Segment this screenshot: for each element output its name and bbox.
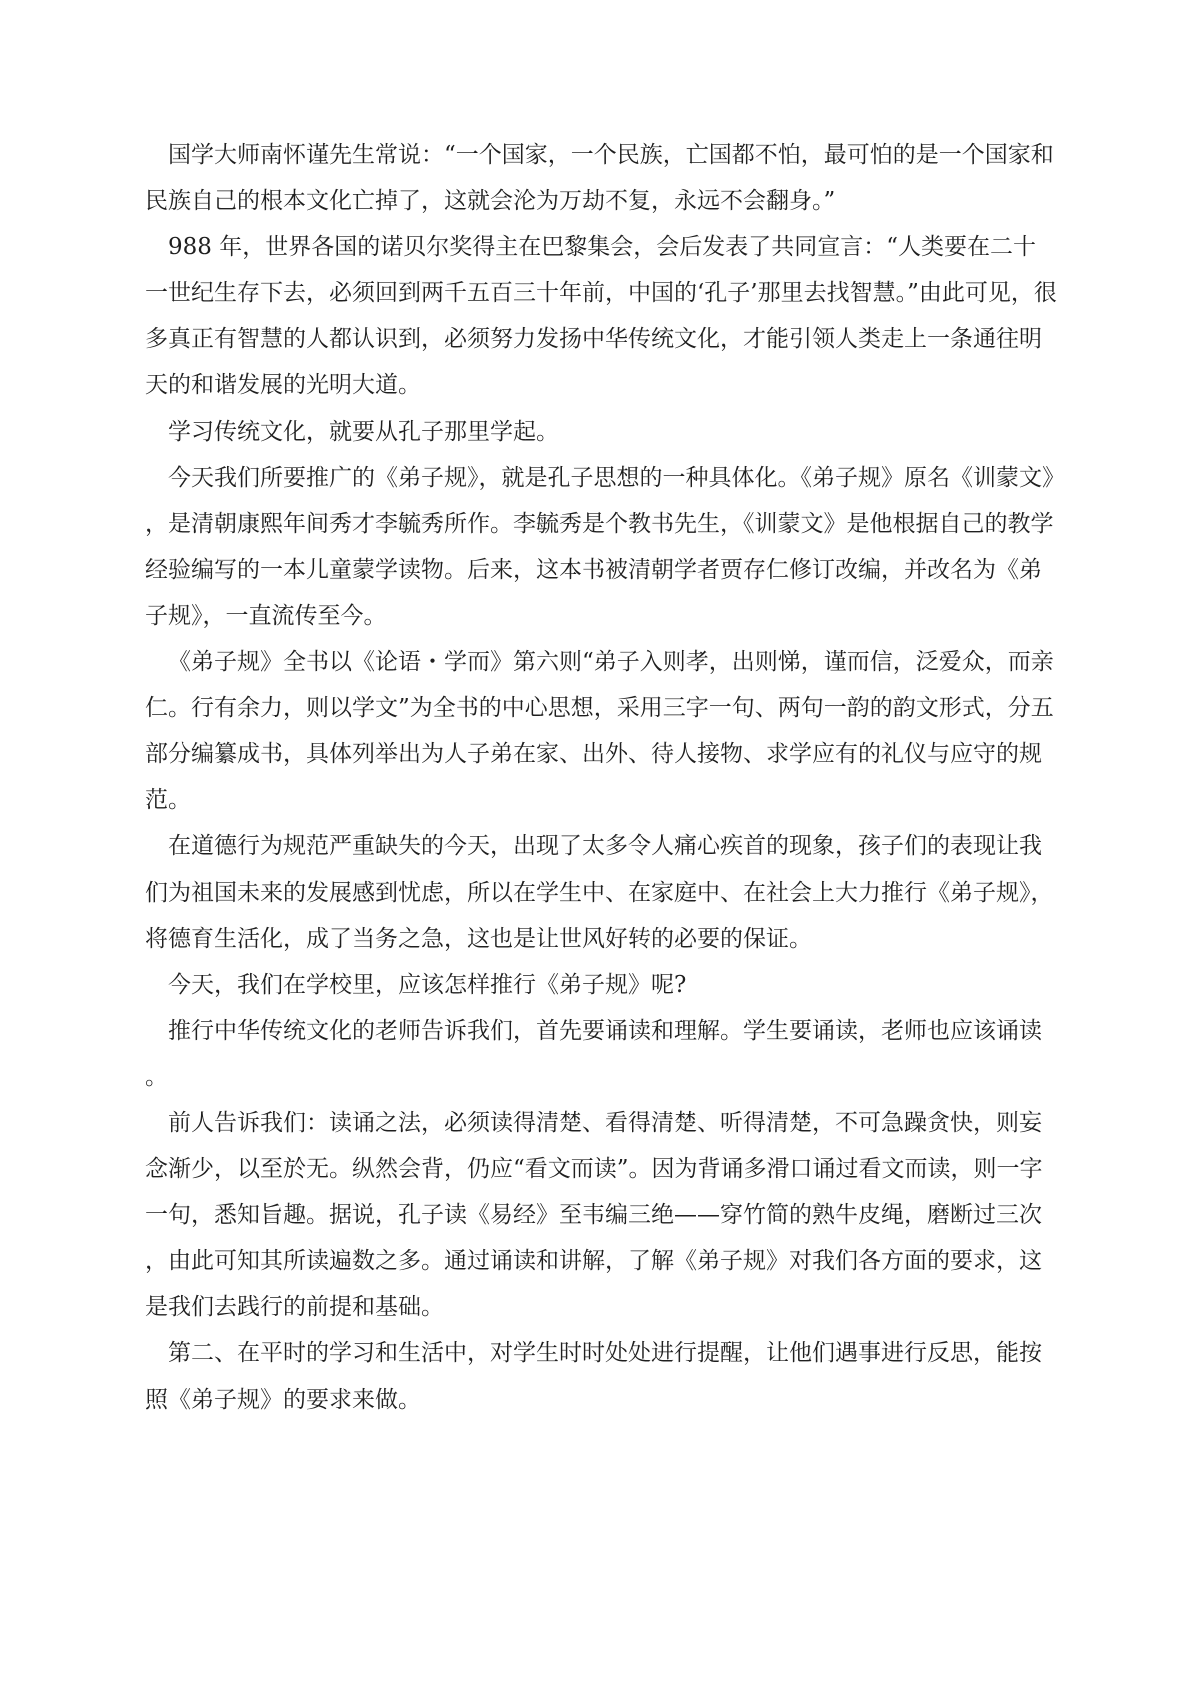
paragraph (145, 409, 1058, 455)
text-line: 在道德行为规范严重缺失的今天，出现了太多令人痛心疾首的现象，孩子们的表现 (168, 833, 996, 860)
text-line: 今天，我们在学校里，应该怎样推行《弟子规》呢? (168, 971, 687, 998)
paragraph (145, 455, 1058, 639)
text-line: 绳，磨断过三次，由此可知其所读遍数之多。通过诵读和讲解，了解《弟子规》对我 (145, 1202, 1042, 1275)
text-line: 第二、在平时的学习和生活中，对学生时时处处进行提醒，让他们遇事进行反思， (168, 1340, 996, 1367)
paragraph (145, 1330, 1058, 1422)
paragraph (145, 132, 1058, 224)
paragraph (145, 962, 1058, 1008)
text-line: 诵读。 (145, 1017, 1042, 1090)
text-line: 礼仪与应守的规范。 (145, 741, 1042, 814)
text-line: 由此可见，很多真正有智慧的人都认识到，必须努力发扬中华传统文化，才能引领人 (145, 280, 1057, 353)
paragraph (145, 639, 1058, 823)
paragraph (145, 823, 1058, 961)
text-line: 国家和民族自己的根本文化亡掉了，这就会沦为万劫不复，永远不会翻身。” (145, 142, 1054, 215)
text-line: 学习传统文化，就要从孔子那里学起。 (168, 418, 559, 445)
text-line: 今天我们所要推广的《弟子规》，就是孔子思想的一种具体化。《弟子规》原名 (168, 464, 950, 491)
text-line: 形式，分五部分编纂成书，具体列举出为人子弟在家、出外、待人接物、求学应有的 (145, 695, 1054, 768)
text-line: 订改编，并改名为《弟子规》，一直流传至今。 (145, 556, 1042, 629)
text-line: 他根据自己的教学经验编写的一本儿童蒙学读物。后来，这本书被清朝学者贾存仁修 (145, 510, 1054, 583)
paragraph (145, 1100, 1058, 1330)
text-line: 类走上一条通往明天的和谐发展的光明大道。 (145, 326, 1042, 399)
text-line: 二十一世纪生存下去，必须回到两千五百三十年前，中国的‘孔子’那里去找智慧。” (145, 234, 1036, 307)
text-line: 前人告诉我们：读诵之法，必须读得清楚、看得清楚、听得清楚，不可急躁贪快， (168, 1109, 996, 1136)
text-line: 《训蒙文》，是清朝康熙年间秀才李毓秀所作。李毓秀是个教书先生，《训蒙文》是 (145, 464, 1054, 537)
paragraph (145, 224, 1058, 408)
text-line: 让我们为祖国未来的发展感到忧虑，所以在学生中、在家庭中、在社会上大力推行 (145, 833, 1042, 906)
text-line: 国学大师南怀谨先生常说：“一个国家，一个民族，亡国都不怕，最可怕的是一个 (168, 142, 985, 168)
text-line: 《弟子规》全书以《论语・学而》第六则“弟子入则孝，出则悌，谨而信，泛爱众， (168, 649, 1008, 676)
text-line: 《弟子规》，将德育生活化，成了当务之急，这也是让世风好转的必要的保证。 (145, 879, 1054, 952)
text-line: 988 年，世界各国的诺贝尔奖得主在巴黎集会，会后发表了共同宣言：“人类要在 (168, 234, 990, 261)
paragraph (145, 1008, 1058, 1100)
text-line: 能按照《弟子规》的要求来做。 (145, 1340, 1042, 1413)
body-text (145, 132, 1058, 1423)
text-line: 们各方面的要求，这是我们去践行的前提和基础。 (145, 1248, 1042, 1321)
text-line: 读，则一字一句，悉知旨趣。据说，孔子读《易经》至韦编三绝——穿竹简的熟牛皮 (145, 1156, 1043, 1229)
text-line: 推行中华传统文化的老师告诉我们，首先要诵读和理解。学生要诵读，老师也应该 (168, 1017, 996, 1044)
text-line: 则妄念渐少，以至於无。纵然会背，仍应“看文而读”。因为背诵多滑口诵过看文而 (145, 1109, 1042, 1183)
text-line: 而亲仁。行有余力，则以学文”为全书的中心思想，采用三字一句、两句一韵的韵文 (145, 649, 1054, 722)
